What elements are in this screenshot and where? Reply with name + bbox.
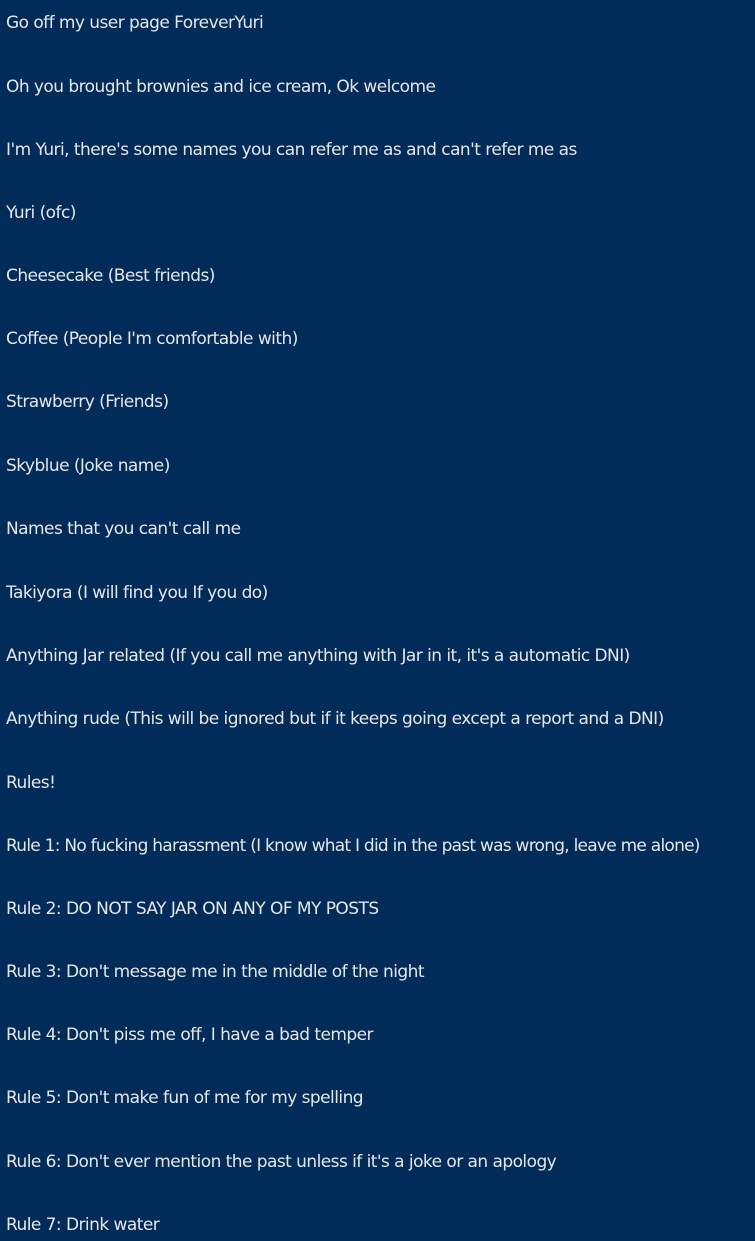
text-line: I'm Yuri, there's some names you can refer me as and can't refer me as (6, 140, 577, 160)
text-line: Anything Jar related (If you call me anything with Jar in it, it's a automatic DNI) (6, 646, 630, 666)
text-line: Names that you can't call me (6, 519, 241, 539)
rule-item: Rule 3: Don't message me in the middle of the night (6, 962, 425, 982)
text-line: Cheesecake (Best friends) (6, 266, 215, 286)
rules-heading: Rules! (6, 773, 56, 793)
text-line: Yuri (ofc) (6, 203, 76, 223)
rule-item: Rule 7: Drink water (6, 1215, 160, 1235)
text-line: Coffee (People I'm comfortable with) (6, 329, 298, 349)
rule-item: Rule 1: No fucking harassment (I know what I did in the past was wrong, leave me alone) (6, 836, 700, 856)
text-line: Skyblue (Joke name) (6, 456, 170, 476)
rule-item: Rule 2: DO NOT SAY JAR ON ANY OF MY POSTS (6, 899, 379, 919)
rule-item: Rule 6: Don't ever mention the past unless if it's a joke or an apology (6, 1152, 557, 1172)
text-line: Oh you brought brownies and ice cream, Ok welcome (6, 77, 436, 97)
text-line: Go off my user page ForeverYuri (6, 13, 264, 33)
rule-item: Rule 4: Don't piss me off, I have a bad temper (6, 1025, 373, 1045)
rule-item: Rule 5: Don't make fun of me for my spelling (6, 1088, 364, 1108)
text-line: Anything rude (This will be ignored but if it keeps going except a report and a DNI) (6, 709, 664, 729)
text-line: Takiyora (I will find you If you do) (6, 583, 268, 603)
text-line: Strawberry (Friends) (6, 392, 169, 412)
